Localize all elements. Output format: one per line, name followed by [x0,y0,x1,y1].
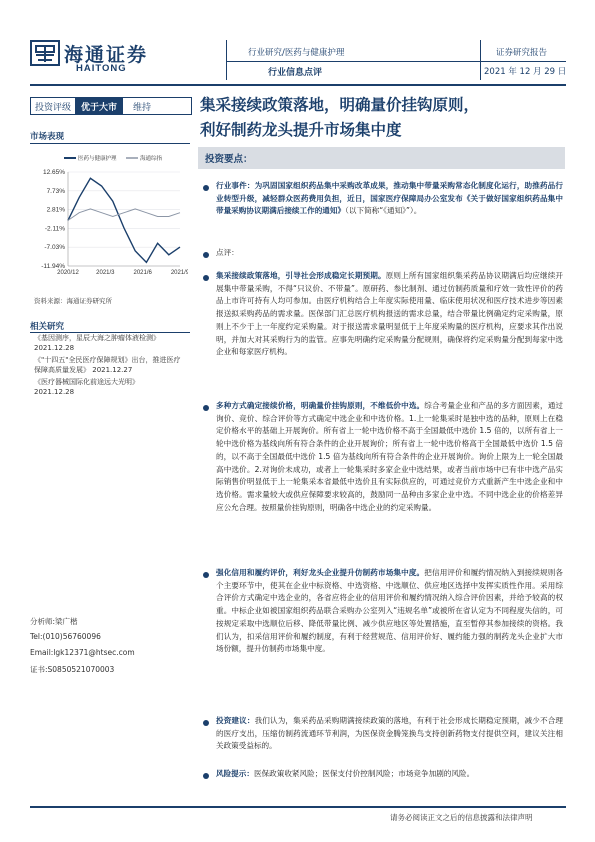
paragraph-event: 行业事件：为巩固国家组织药品集中采购改革成果，推动集中带量采购常态化制度化运行，助推药品行业转型升级，减轻群众医药费用负担，近日，国家医疗保障局办公室发布《关于做好国家组织药品集中带量采购协议期满后接续工作的通知》（以下简称“《通知》”）。 [216,181,563,216]
bullet-icon [203,773,209,779]
header-divider-right [480,40,481,80]
report-type: 证券研究报告 [496,48,548,58]
chart-source: 资料来源：海通证券研究所 [34,297,112,305]
related-date: 2021.12.28 [34,387,75,396]
y-tick-label: -2.11% [44,225,65,233]
paragraph-risk: 风险提示：医保政策收紧风险；医保支付价控制风险；市场竞争加剧的风险。 [216,769,475,778]
series-line [68,209,180,221]
legend-label: 医药与健康护理 [78,156,117,162]
brand-name-cn: 海通证券 [64,44,149,66]
brand-name-en: HAITONG [76,63,127,74]
x-tick-label: 2020/12 [57,270,79,276]
bullet-icon [203,405,209,411]
report-category: 行业研究/医药与健康护理 [248,48,345,58]
market-heading: 市场表现 [30,132,65,142]
header-divider-mid [226,61,566,62]
paragraph-comment: 点评： [216,248,239,257]
rating-status: 维持 [133,102,152,113]
report-date: 2021 年 12 月 29 日 [484,67,567,77]
related-item[interactable]: 《医疗器械国际化前途远大光明》 [34,378,139,386]
logo-icon [30,40,60,66]
related-item[interactable]: 《基因测序，星辰大海之肿瘤体液检测》 [34,334,160,342]
paragraph-pricing: 多种方式确定接续价格，明确量价挂钩原则，不维低价中选。综合考量企业和产品的多方面因素，通过询价、竞价、综合评价等方式确定中选企业和中选价格。1.上一轮集采时是独中选的品种，原则上在稳定价格水平的基础上开展询价。所有省上一轮中选价格不高于全国最低中选价 1.5 倍的，以所有省上一轮中选价格为基线向所有符合条件的企业开展询价；所有省上一轮中选价格高于全国最低中选价 1.5 倍的，以不高于全国最低中选价 1.5 倍为基线向所有符合条件的企业开展询价。询价上限为上一轮全国最高中选价。2.对询价未成功，或者上一轮集采时多家企业中选结果，或者当前市场中已有非中选产品实际销售价明显低于上一轮集采本省最低中选价且有实际供应的，可通过竞价方式重新产生中选企业和中选价格。需求量较大或供应保障要求较高的，鼓励同一品种由多家企业中选。不同中选企业的价格差异应公允合理。按照量价挂钩原则，明确各中选企业的约定采购量。 [216,401,564,512]
footer-rule [30,806,566,808]
paragraph-policy: 集采接续政策落地，引导社会形成稳定长期预期。原则上所有国家组织集采药品协议期满后均应继续开展集中带量采购，不得“只议价、不带量”。原研药、参比制剂、通过仿制药质量和疗效一致性评价的药品上市许可持有人均可参加。由医疗机构结合上年度实际使用量、临床使用状况和医疗技术进步等因素报送拟采购药品的需求量。医保部门汇总医疗机构报送的需求总量，结合带量比例确定约定采购量，原则上不少于上一年度约定采购量。对于报送需求量明显低于上年度采购量的医疗机构，应要求其作出说明，并加大对其采购行为的监管。应事先明确约定采购量分配规则，确保将约定采购量分配到每家中选企业和每家医疗机构。 [216,271,563,357]
sidebar-rule [30,143,190,144]
y-tick-label: -7.03% [44,244,65,252]
y-tick-label: 7.73% [46,187,65,195]
title-line-1: 集采接续政策落地，明确量价挂钩原则， [200,95,480,114]
paragraph-advice: 投资建议：我们认为，集采药品采购期满接续政策的落地，有利于社会形成长期稳定预期，减少不合理的医疗支出，压缩仿制药流通环节利润，为医保资金腾笼换鸟支持创新药物支付提供空间，建议关注相关政策受益标的。 [216,716,564,751]
document-type: 行业信息点评 [268,68,323,78]
rating-label: 投资评级 [35,102,72,113]
y-tick-label: 2.81% [46,206,65,214]
related-list [34,334,186,397]
investment-rating [30,97,192,115]
disclaimer: 请务必阅读正文之后的信息披露和法律声明 [390,813,533,822]
header-rule [30,84,566,86]
related-rule [30,332,190,333]
x-tick-label: 2021/9 [170,270,188,276]
related-item[interactable]: 《"十四五"全民医疗保障规划》出台，推进医疗保障高质量发展》 2021.12.27 [34,356,181,374]
bullet-icon [203,275,209,281]
bullet-icon [203,720,209,726]
y-tick-label: 12.65% [42,169,65,176]
analyst-name: 分析师:梁广楷 [30,617,78,626]
title-line-2: 利好制药龙头提升市场集中度 [200,120,402,139]
paragraph-credit: 强化信用和履约评价，利好龙头企业提升仿制药市场集中度。把信用评价和履约情况纳入到接续规则各个主要环节中，使其在企业中标资格、中选资格、中选顺位、供应地区选择中发挥实质性作用。采用综合评价方式确定中选企业的，各省应将企业的信用评价和履约情况纳入综合评价因素，并给予较高的权重。中标企业如被国家组织药品联合采购办公室列入“违规名单”或被所在省认定为不同程度失信的，可按规定采取中选顺位后移、降低带量比例、减少供应地区等处置措施，直至暂停其参加接续的资格。我们认为，扣采信用评价和履约制度，有利于经营规范、信用评价好、履约能力强的制药龙头企业扩大市场份额，提升仿制药市场集中度。 [216,568,564,654]
report-title [200,92,570,142]
legend-label: 海通综指 [140,156,163,162]
x-tick-label: 2021/6 [133,270,152,276]
analyst-cert: 证书:S0850521070003 [30,665,115,674]
analyst-email[interactable]: Email:lgk12371@htsec.com [30,648,135,657]
key-points-bar [198,147,565,169]
market-chart [30,150,188,280]
related-date: 2021.12.28 [34,343,75,352]
key-points-heading: 投资要点： [205,154,253,165]
bullet-icon [203,572,209,578]
related-heading: 相关研究 [30,322,65,332]
y-tick-label: -11.94% [41,263,65,270]
bullet-icon [203,185,209,191]
rating-value: 优于大市 [75,98,123,115]
header-divider-left [226,40,227,80]
bullet-icon [203,252,209,258]
x-tick-label: 2021/3 [96,270,115,276]
analyst-tel: Tel:(010)56760096 [30,632,101,641]
